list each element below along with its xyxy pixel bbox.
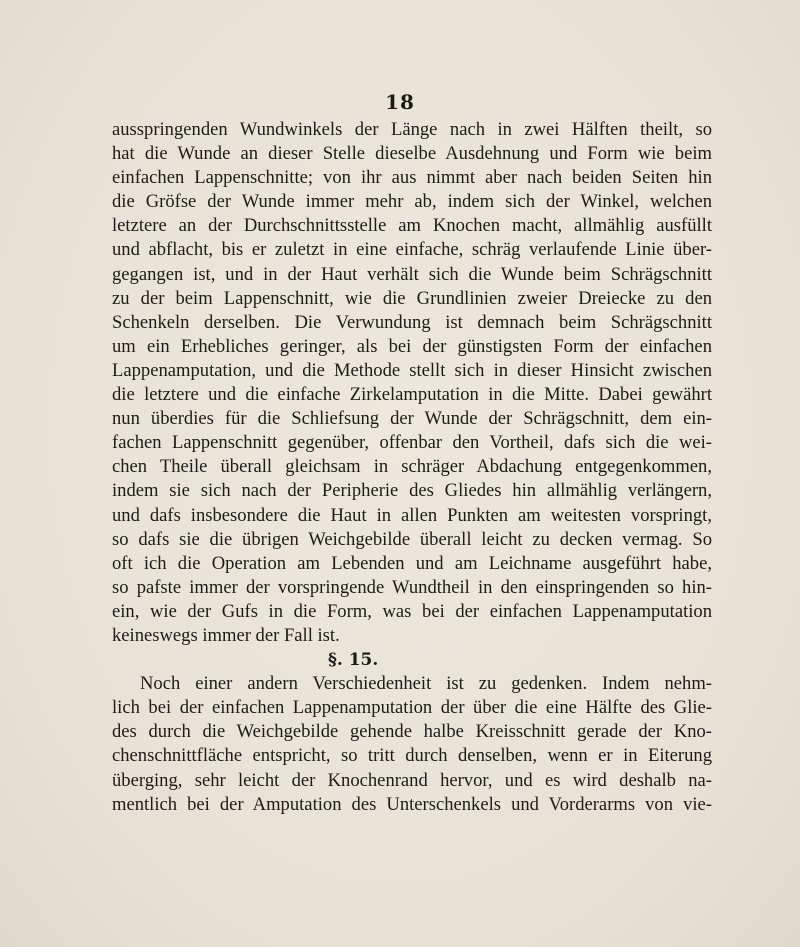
text-line: die Gröfse der Wunde immer mehr ab, indem sich der Winkel, welchen bbox=[112, 191, 712, 213]
text-line: zu der beim Lappenschnitt, wie die Grundlinien zweier Dreiecke zu den bbox=[112, 287, 712, 309]
text-line: so dafs sie die übrigen Weichgebilde überall leicht zu decken vermag. So bbox=[112, 528, 712, 550]
text-line: keineswegs immer der Fall ist. bbox=[112, 624, 340, 646]
text-line: Lappenamputation, und die Methode stellt sich in dieser Hinsicht zwischen bbox=[112, 359, 712, 381]
text-line: so pafste immer der vorspringende Wundtheil in den einspringenden so hin- bbox=[112, 576, 712, 598]
text-line: einfachen Lappenschnitte; von ihr aus nimmt aber nach beiden Seiten hin bbox=[112, 167, 712, 189]
text-line: die letztere und die einfache Zirkelamputation in die Mitte. Dabei gewährt bbox=[112, 384, 712, 406]
text-line: chen Theile überall gleichsam in schräger Abdachung entgegenkommen, bbox=[112, 456, 712, 478]
body-text bbox=[112, 118, 712, 817]
text-line: des durch die Weichgebilde gehende halbe Kreisschnitt gerade der Kno- bbox=[112, 721, 712, 743]
text-line: chenschnittfläche entspricht, so tritt durch denselben, wenn er in Eiterung bbox=[112, 745, 712, 767]
text-line: letztere an der Durchschnittsstelle am Knochen macht, allmählig ausfüllt bbox=[112, 215, 712, 237]
text-line: nun überdies für die Schliefsung der Wunde der Schrägschnitt, dem ein- bbox=[112, 408, 712, 430]
section-heading: §. 15. bbox=[328, 650, 379, 671]
text-line: indem sie sich nach der Peripherie des Gliedes hin allmählig verlängern, bbox=[112, 480, 712, 502]
paragraph-1 bbox=[112, 118, 712, 648]
page-number: 18 bbox=[385, 90, 415, 114]
text-line: ein, wie der Gufs in die Form, was bei der einfachen Lappenamputation bbox=[112, 600, 712, 622]
text-line: Schenkeln derselben. Die Verwundung ist demnach beim Schrägschnitt bbox=[112, 311, 712, 333]
text-line: fachen Lappenschnitt gegenüber, offenbar den Vortheil, dafs sich die wei- bbox=[112, 432, 712, 454]
text-line: und abflacht, bis er zuletzt in eine einfache, schräg verlaufende Linie über- bbox=[112, 239, 712, 261]
paragraph-2 bbox=[112, 672, 712, 817]
text-line: ausspringenden Wundwinkels der Länge nach in zwei Hälften theilt, so bbox=[112, 119, 712, 140]
text-line: oft ich die Operation am Lebenden und am Leichname ausgeführt habe, bbox=[112, 552, 712, 574]
text-line: und dafs insbesondere die Haut in allen Punkten am weitesten vorspringt, bbox=[112, 504, 712, 526]
text-line: gegangen ist, und in der Haut verhält sich die Wunde beim Schrägschnitt bbox=[112, 263, 712, 285]
text-line: Noch einer andern Verschiedenheit ist zu gedenken. Indem nehm- bbox=[140, 673, 712, 695]
text-line: um ein Erhebliches geringer, als bei der günstigsten Form der einfachen bbox=[112, 335, 712, 357]
text-line: überging, sehr leicht der Knochenrand hervor, und es wird deshalb na- bbox=[112, 769, 712, 791]
text-line: hat die Wunde an dieser Stelle dieselbe Ausdehnung und Form wie beim bbox=[112, 143, 712, 165]
text-line: mentlich bei der Amputation des Unterschenkels und Vorderarms von vie- bbox=[112, 793, 712, 815]
text-line: lich bei der einfachen Lappenamputation der über die eine Hälfte des Glie- bbox=[112, 697, 712, 719]
